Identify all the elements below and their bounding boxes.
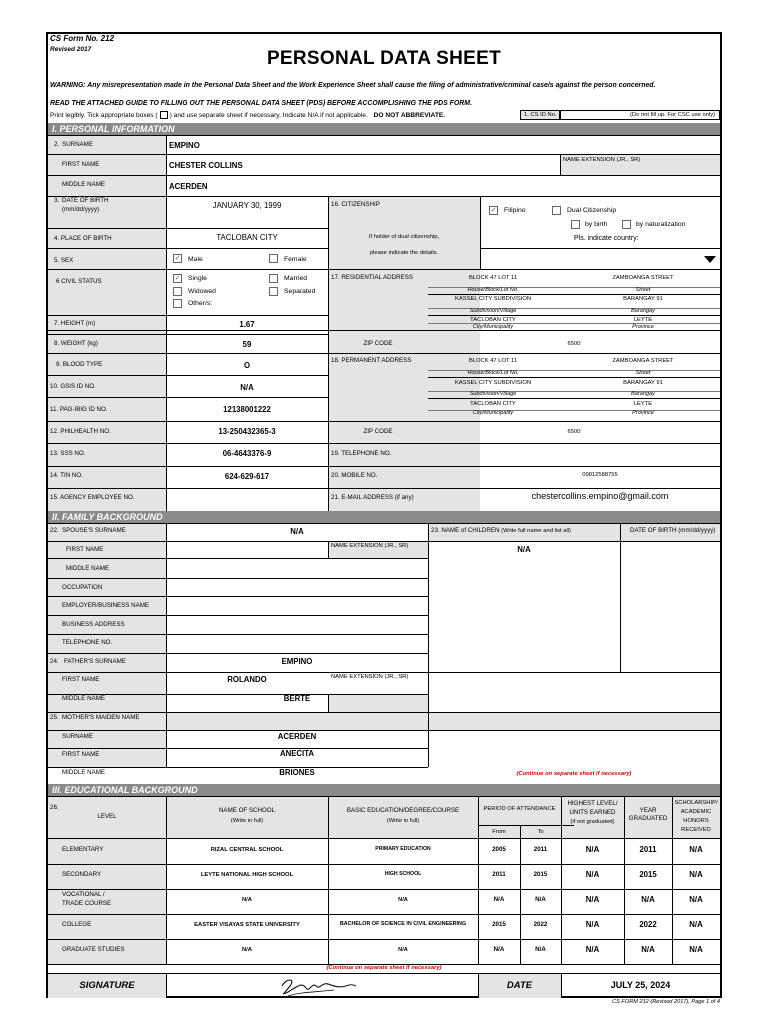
read-guide-text: READ THE ATTACHED GUIDE TO FILLING OUT THE PERSONAL DATA SHEET (PDS) BEFORE ACCOMPLISHING THE PDS FORM.: [50, 100, 472, 107]
form-revised: Revised 2017: [50, 46, 92, 53]
father-first-label: FIRST NAME: [62, 676, 100, 683]
spouse-label: SPOUSE'S SURNAME: [62, 527, 126, 534]
res-street-label: Street: [635, 287, 651, 293]
name-ext-label: NAME EXTENSION (JR., SR): [563, 157, 641, 163]
res-prov-label: Province: [632, 324, 654, 330]
edu-highest[interactable]: N/A: [585, 920, 600, 929]
mother-middle-value[interactable]: BRIONES: [279, 768, 315, 777]
spouse-no: 22.: [50, 527, 59, 534]
philhealth-label: 12. PHILHEALTH NO.: [50, 428, 111, 435]
res-prov[interactable]: LEYTE: [633, 317, 653, 323]
edu-to[interactable]: N/A: [535, 896, 546, 903]
print-instructions: Print legibly. Tick appropriate boxes ( ) and use separate sheet if necessary. Indicate N/A if not applicable. DO NOT ABBREVIATE.: [50, 111, 446, 119]
philhealth-value[interactable]: 13-250432365-3: [218, 427, 276, 436]
gsis-label: 10. GSIS ID NO.: [50, 383, 96, 390]
blood-value[interactable]: O: [243, 361, 251, 370]
res-brgy-label: Barangay: [631, 308, 655, 314]
father-no: 24.: [50, 658, 59, 665]
sex-female-label: Female: [284, 256, 307, 263]
perm-prov[interactable]: LEYTE: [633, 401, 653, 407]
res-brgy[interactable]: BARANGAY 91: [623, 296, 663, 302]
education-no: 26.: [50, 804, 59, 811]
pob-value[interactable]: TACLOBAN CITY: [216, 233, 278, 242]
edu-school-sub: (Write in full): [230, 818, 264, 824]
signature-label: SIGNATURE: [79, 980, 135, 991]
edu-course-sub: (Write in full): [386, 818, 420, 824]
perm-subd-label: Subdivision/Village: [469, 391, 517, 397]
dob-label: DATE OF BIRTH: [62, 197, 109, 204]
edu-from[interactable]: N/A: [493, 896, 505, 903]
weight-value[interactable]: 59: [242, 340, 252, 349]
child-dob-label: DATE OF BIRTH (mm/dd/yyyy): [630, 527, 716, 534]
civil-other-checkbox[interactable]: [173, 299, 182, 308]
edu-course[interactable]: N/A: [398, 947, 408, 953]
csc-use-note: (Do not fill up. For CSC use only): [630, 112, 716, 118]
edu-highest-header-2: UNITS EARNED: [569, 809, 616, 816]
section-education-header: III. EDUCATIONAL BACKGROUND: [48, 784, 720, 796]
weight-label: 8. WEIGHT (kg): [54, 340, 98, 347]
edu-course[interactable]: N/A: [398, 897, 408, 903]
dual-note-2: please indicate the details.: [369, 250, 439, 256]
employer-label: EMPLOYER/BUSINESS NAME: [62, 602, 149, 609]
mother-label: MOTHER'S MAIDEN NAME: [62, 714, 140, 721]
spouse-middle-label: MIDDLE NAME: [66, 565, 109, 572]
edu-highest-header-3: (if not graduated): [570, 819, 615, 825]
tick-box-sample: [160, 111, 168, 119]
edu-school[interactable]: LEYTE NATIONAL HIGH SCHOOL: [200, 872, 294, 878]
edu-from[interactable]: 2005: [492, 846, 506, 853]
edu-school[interactable]: RIZAL CENTRAL SCHOOL: [210, 847, 284, 853]
sss-label: 13. SSS NO.: [50, 450, 86, 457]
edu-level: ELEMENTARY: [62, 846, 104, 853]
res-city-label: City/Municipality: [472, 324, 514, 330]
perm-city[interactable]: TACLOBAN CITY: [470, 401, 516, 407]
edu-honors[interactable]: N/A: [689, 870, 703, 879]
perm-city-label: City/Municipality: [472, 410, 514, 416]
perm-house-label: House/Block/Lot No.: [467, 370, 519, 376]
edu-highest[interactable]: N/A: [585, 870, 600, 879]
edu-highest[interactable]: N/A: [585, 845, 600, 854]
section-personal-header: I. PERSONAL INFORMATION: [48, 123, 720, 135]
edu-course-header: BASIC EDUCATION/DEGREE/COURSE: [346, 807, 460, 814]
civil-separated-label: Separated: [284, 288, 316, 295]
edu-level-header: LEVEL: [97, 813, 117, 820]
middle-name-value[interactable]: ACERDEN: [169, 182, 208, 191]
perm-house[interactable]: BLOCK 47 LOT 11: [468, 358, 518, 364]
edu-to-header: To: [537, 829, 544, 835]
res-subd-label: Subdivision/Village: [469, 308, 517, 314]
father-middle-value[interactable]: BERTE: [283, 694, 311, 703]
citizenship-filipino-label: Filipino: [504, 207, 526, 214]
citizenship-by-birth-checkbox[interactable]: [571, 220, 580, 229]
edu-year[interactable]: N/A: [641, 945, 655, 954]
res-house[interactable]: BLOCK 47 LOT 11: [468, 275, 518, 281]
surname-value[interactable]: EMPINO: [169, 141, 200, 150]
date-label: DATE: [506, 980, 533, 991]
chevron-down-icon[interactable]: [704, 256, 716, 263]
pagibig-value[interactable]: 12138001222: [223, 405, 271, 414]
edu-school-header: NAME OF SCHOOL: [218, 807, 276, 814]
email-label: 21. E-MAIL ADDRESS (if any): [331, 494, 414, 501]
perm-street[interactable]: ZAMBOANGA STREET: [612, 358, 674, 364]
email-value[interactable]: chestercollins.empino@gmail.com: [531, 491, 669, 501]
education-continue-note: (Continue on separate sheet if necessary): [326, 965, 442, 971]
edu-school[interactable]: N/A: [242, 897, 252, 903]
perm-brgy[interactable]: BARANGAY 91: [623, 380, 663, 386]
height-label: 7. HEIGHT (m): [54, 320, 96, 327]
perm-prov-label: Province: [632, 410, 654, 416]
edu-year-header-1: YEAR: [639, 807, 657, 814]
edu-honors[interactable]: N/A: [689, 895, 703, 904]
form-footer-note: CS FORM 212 (Revised 2017), Page 1 of 4: [612, 999, 720, 1005]
perm-subd[interactable]: KASSEL CITY SUBDIVISION: [454, 380, 532, 386]
civil-married-label: Married: [284, 275, 308, 282]
dob-format: (mm/dd/yyyy): [62, 206, 100, 213]
edu-level: SECONDARY: [62, 871, 102, 878]
res-address-label: 17. RESIDENTIAL ADDRESS: [331, 274, 413, 281]
edu-honors[interactable]: N/A: [689, 945, 703, 954]
date-value[interactable]: JULY 25, 2024: [610, 980, 671, 990]
mobile-label: 20. MOBILE NO.: [331, 472, 378, 479]
civil-married-checkbox[interactable]: [269, 274, 278, 283]
surname-no: 2.: [54, 141, 60, 148]
dob-no: 3.: [54, 197, 60, 204]
sex-male-checkbox[interactable]: ✓: [174, 255, 181, 262]
pob-label: 4. PLACE OF BIRTH: [54, 235, 112, 242]
civil-single-checkbox[interactable]: ✓: [174, 275, 181, 282]
tin-label: 14. TIN NO.: [50, 472, 83, 479]
edu-year[interactable]: 2022: [639, 920, 657, 929]
edu-honors[interactable]: N/A: [689, 845, 703, 854]
citizenship-by-naturalization-checkbox[interactable]: [622, 220, 631, 229]
res-subd[interactable]: KASSEL CITY SUBDIVISION: [454, 296, 532, 302]
citizenship-filipino-checkbox[interactable]: ✓: [490, 207, 497, 214]
edu-from[interactable]: 2015: [492, 921, 506, 928]
warning-text: WARNING: Any misrepresentation made in the Personal Data Sheet and the Work Experience Sheet shall cause the filing of administrative/criminal case/s against the person concerned.: [50, 82, 656, 89]
civil-other-label: Other/s:: [188, 300, 213, 307]
edu-course[interactable]: PRIMARY EDUCATION: [375, 846, 431, 852]
res-zip-label: ZIP CODE: [363, 340, 393, 347]
sex-female-checkbox[interactable]: [269, 254, 278, 263]
res-street[interactable]: ZAMBOANGA STREET: [612, 275, 674, 281]
family-continue-note: (Continue on separate sheet if necessary): [516, 771, 632, 777]
edu-honors-header-4: RECEIVED: [681, 827, 711, 833]
occupation-label: OCCUPATION: [62, 584, 103, 591]
page-title: PERSONAL DATA SHEET: [266, 48, 502, 69]
edu-year[interactable]: N/A: [641, 895, 655, 904]
surname-label: SURNAME: [62, 141, 93, 148]
mother-first-label: FIRST NAME: [62, 751, 100, 758]
gsis-value[interactable]: N/A: [240, 383, 254, 392]
edu-level: VOCATIONAL /: [62, 891, 105, 898]
first-name-value[interactable]: CHESTER COLLINS: [169, 161, 243, 170]
edu-honors-header-2: ACADEMIC: [680, 809, 712, 815]
perm-zip-label: ZIP CODE: [363, 428, 393, 435]
sex-male-label: Male: [188, 256, 203, 263]
pds-form: [46, 32, 722, 998]
mother-surname-value[interactable]: ACERDEN: [277, 732, 317, 741]
perm-zip[interactable]: 6500: [567, 429, 581, 435]
dob-value[interactable]: JANUARY 30, 1999: [212, 201, 282, 210]
civil-widowed-checkbox[interactable]: [173, 287, 182, 296]
section-family-header: II. FAMILY BACKGROUND: [48, 511, 720, 523]
father-surname-value[interactable]: EMPINO: [281, 657, 313, 666]
mother-no: 25.: [50, 714, 59, 721]
father-first-value[interactable]: ROLANDO: [227, 675, 267, 684]
cs-id-label: 1. CS ID No.: [524, 112, 557, 118]
edu-period-header: PERIOD OF ATTENDANCE: [483, 806, 556, 812]
father-ext-label: NAME EXTENSION (JR., SR): [331, 674, 409, 680]
signature-image: [276, 974, 360, 998]
edu-from-header: From: [492, 829, 506, 835]
res-house-label: House/Block/Lot No.: [467, 287, 519, 293]
edu-course[interactable]: HIGH SCHOOL: [384, 871, 422, 877]
citizenship-by-birth-label: by birth: [585, 221, 608, 228]
sss-value[interactable]: 06-4643376-9: [222, 449, 272, 458]
edu-level-2: TRADE COURSE: [62, 900, 112, 907]
citizenship-country-label: Pls. indicate country:: [574, 235, 639, 242]
civil-status-label: 6 CIVIL STATUS: [56, 278, 102, 285]
mother-middle-label: MIDDLE NAME: [62, 769, 105, 776]
edu-year[interactable]: 2015: [639, 870, 657, 879]
citizenship-by-naturalization-label: by naturalization: [636, 221, 686, 228]
res-city[interactable]: TACLOBAN CITY: [470, 317, 516, 323]
edu-to[interactable]: N/A: [535, 946, 546, 953]
mother-first-value[interactable]: ANECITA: [279, 749, 315, 758]
height-value[interactable]: 1.67: [239, 320, 255, 329]
citizenship-dual-checkbox[interactable]: [552, 206, 561, 215]
country-select[interactable]: [480, 248, 720, 269]
citizenship-label: 16. CITIZENSHIP: [331, 201, 380, 208]
res-zip[interactable]: 6500: [567, 341, 581, 347]
blood-label: 9. BLOOD TYPE: [56, 361, 103, 368]
civil-separated-checkbox[interactable]: [269, 287, 278, 296]
father-middle-label: MIDDLE NAME: [62, 695, 105, 702]
children-value[interactable]: N/A: [517, 545, 531, 554]
civil-single-label: Single: [188, 275, 207, 282]
perm-brgy-label: Barangay: [631, 391, 655, 397]
edu-highest[interactable]: N/A: [585, 895, 600, 904]
business-address-label: BUSINESS ADDRESS: [62, 621, 125, 628]
pagibig-label: 11. PAG-IBIG ID NO.: [50, 406, 108, 413]
mobile-value[interactable]: 09812588755: [582, 472, 618, 478]
edu-to[interactable]: 2011: [533, 846, 548, 853]
middle-name-label: MIDDLE NAME: [62, 181, 105, 188]
father-label: FATHER'S SURNAME: [64, 658, 126, 665]
agency-label: 15. AGENCY EMPLOYEE NO.: [50, 494, 135, 501]
dual-note-1: If holder of dual citizenship,: [368, 234, 440, 240]
edu-year[interactable]: 2011: [639, 845, 657, 854]
edu-honors-header-3: HONORS: [683, 818, 709, 824]
edu-level: COLLEGE: [62, 921, 92, 928]
edu-honors-header-1: SCHOLARSHIP/: [674, 800, 718, 806]
mother-surname-label: SURNAME: [62, 733, 93, 740]
edu-to[interactable]: 2015: [533, 871, 548, 878]
spouse-ext-label: NAME EXTENSION (JR., SR): [331, 543, 409, 549]
edu-highest-header-1: HIGHEST LEVEL/: [567, 800, 618, 807]
spouse-first-label: FIRST NAME: [66, 546, 104, 553]
edu-to[interactable]: 2022: [533, 921, 548, 928]
first-name-label: FIRST NAME: [62, 161, 100, 168]
edu-school[interactable]: N/A: [242, 947, 252, 953]
tin-value[interactable]: 624-629-617: [224, 472, 270, 481]
edu-level: GRADUATE STUDIES: [62, 946, 125, 953]
citizenship-dual-label: Dual Citizenship: [567, 207, 617, 214]
spouse-value[interactable]: N/A: [290, 527, 304, 536]
edu-from[interactable]: N/A: [493, 946, 505, 953]
perm-address-label: 18. PERMANENT ADDRESS: [331, 357, 412, 364]
edu-school[interactable]: EASTER VISAYAS STATE UNIVERSITY: [194, 922, 300, 928]
edu-year-header-2: GRADUATED: [628, 815, 668, 822]
edu-from[interactable]: 2011: [492, 871, 506, 878]
children-label: 23. NAME of CHILDREN (Write full name and list all): [431, 527, 571, 534]
edu-course[interactable]: BACHELOR OF SCIENCE IN CIVIL ENGINEERING: [339, 921, 467, 927]
sex-label: 5. SEX: [54, 257, 74, 264]
civil-widowed-label: Widowed: [188, 288, 216, 295]
edu-honors[interactable]: N/A: [689, 920, 703, 929]
telephone-label: 19. TELEPHONE NO.: [331, 450, 392, 457]
form-number: CS Form No. 212: [50, 34, 115, 43]
mother-header-fill: [166, 712, 720, 730]
perm-street-label: Street: [635, 370, 651, 376]
spouse-tel-label: TELEPHONE NO.: [62, 639, 113, 646]
edu-highest[interactable]: N/A: [585, 945, 600, 954]
